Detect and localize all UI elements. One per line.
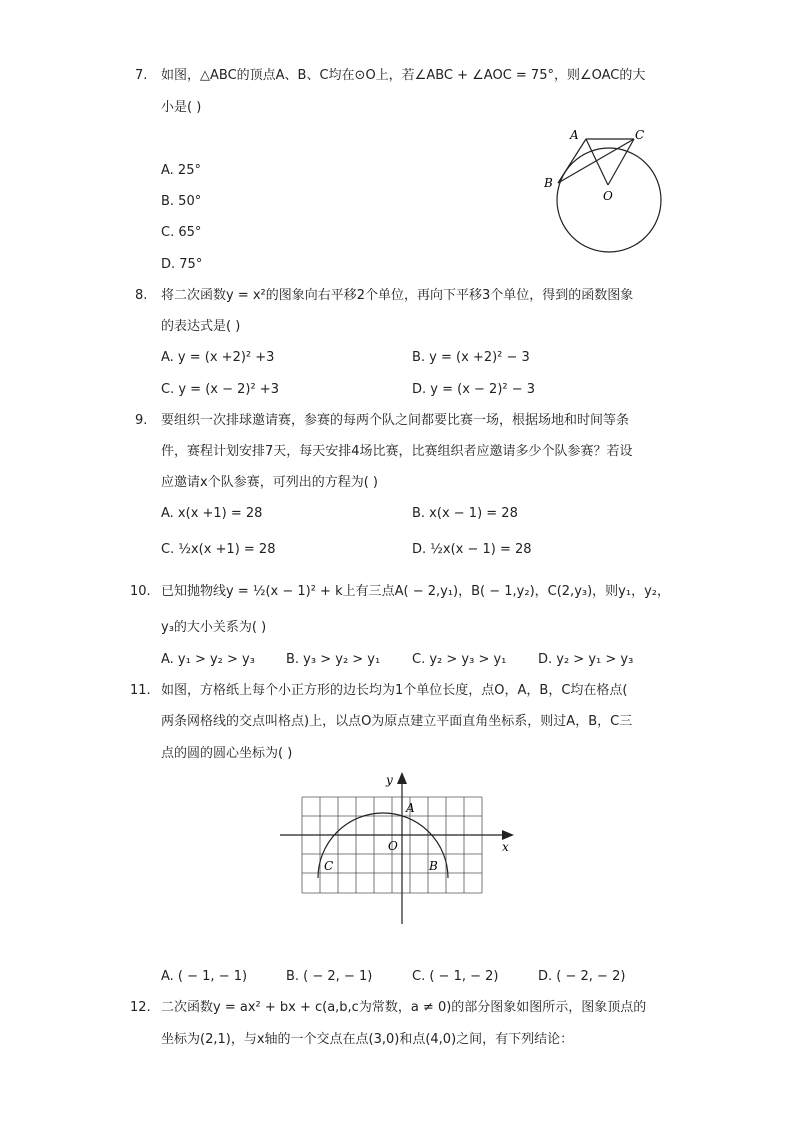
q7-text-line2: 小是( ) <box>161 100 202 115</box>
q11-label-a: A <box>406 801 415 815</box>
q12-text-line1: 二次函数y = ax² + bx + c(a,b,c为常数，a ≠ 0)的部分图象如图所示，图象顶点的 <box>161 1000 647 1015</box>
q9-option-d: D. ½x(x − 1) = 28 <box>412 542 532 557</box>
q7-label-o: O <box>603 189 613 203</box>
q8-text-line2: 的表达式是( ) <box>161 319 241 334</box>
q7-label-b: B <box>544 176 553 190</box>
q8-text-line1: 将二次函数y = x²的图象向右平移2个单位，再向下平移3个单位，得到的函数图象 <box>161 288 634 303</box>
q9-text-line1: 要组织一次排球邀请赛，参赛的每两个队之间都要比赛一场，根据场地和时间等条 <box>161 413 630 428</box>
q7-option-d: D. 75° <box>161 257 203 272</box>
q7-number: 7. <box>135 68 148 83</box>
q11-label-x: x <box>502 840 509 854</box>
q9-option-b: B. x(x − 1) = 28 <box>412 506 518 521</box>
q10-option-c: C. y₂ > y₃ > y₁ <box>412 652 507 667</box>
q12-text-line2: 坐标为(2,1)，与x轴的一个交点在点(3,0)和点(4,0)之间，有下列结论： <box>161 1032 574 1047</box>
q8-option-d: D. y = (x − 2)² − 3 <box>412 382 536 397</box>
q8-option-c: C. y = (x − 2)² +3 <box>161 382 279 397</box>
q10-option-b: B. y₃ > y₂ > y₁ <box>286 652 381 667</box>
q7-label-a: A <box>570 128 579 142</box>
q7-text-line1: 如图，△ABC的顶点A、B、C均在⊙O上，若∠ABC + ∠AOC = 75°，则∠OAC的大 <box>161 68 646 83</box>
q7-circle-figure <box>540 125 670 265</box>
q10-option-d: D. y₂ > y₁ > y₃ <box>538 652 634 667</box>
q11-text-line3: 点的圆的圆心坐标为( ) <box>161 746 293 761</box>
q11-option-a: A. ( − 1, − 1) <box>161 969 248 984</box>
q9-option-c: C. ½x(x +1) = 28 <box>161 542 276 557</box>
q12-number: 12. <box>130 1000 151 1015</box>
q11-grid-figure <box>278 768 518 928</box>
q8-option-b: B. y = (x +2)² − 3 <box>412 350 530 365</box>
q10-number: 10. <box>130 584 151 599</box>
q7-option-c: C. 65° <box>161 225 202 240</box>
q8-number: 8. <box>135 288 148 303</box>
q10-text-line1: 已知抛物线y = ½(x − 1)² + k上有三点A( − 2,y₁)，B( − 1,y₂)，C(2,y₃)，则y₁，y₂， <box>161 584 670 599</box>
q7-option-b: B. 50° <box>161 194 202 209</box>
q8-option-a: A. y = (x +2)² +3 <box>161 350 275 365</box>
q7-segment-ao <box>586 139 608 185</box>
q10-text-line2: y₃的大小关系为( ) <box>161 620 267 635</box>
q9-text-line3: 应邀请x个队参赛，可列出的方程为( ) <box>161 475 378 490</box>
q11-x-axis-arrow <box>502 830 514 840</box>
q11-text-line2: 两条网格线的交点叫格点)上，以点O为原点建立平面直角坐标系，则过A，B，C三 <box>161 714 633 729</box>
q11-option-c: C. ( − 1, − 2) <box>412 969 499 984</box>
q7-option-a: A. 25° <box>161 163 201 178</box>
q11-label-o: O <box>388 839 398 853</box>
q11-label-c: C <box>324 859 334 873</box>
q11-label-y: y <box>386 773 393 787</box>
q11-number: 11. <box>130 683 151 698</box>
q11-label-b: B <box>429 859 438 873</box>
q7-label-c: C <box>635 128 645 142</box>
q11-option-b: B. ( − 2, − 1) <box>286 969 373 984</box>
q7-segment-ab <box>558 139 586 183</box>
q10-option-a: A. y₁ > y₂ > y₃ <box>161 652 255 667</box>
q11-text-line1: 如图，方格纸上每个小正方形的边长均为1个单位长度，点O，A，B，C均在格点( <box>161 683 628 698</box>
q11-option-d: D. ( − 2, − 2) <box>538 969 626 984</box>
q9-text-line2: 件，赛程计划安排7天，每天安排4场比赛，比赛组织者应邀请多少个队参赛？若设 <box>161 444 633 459</box>
q9-number: 9. <box>135 413 148 428</box>
q9-option-a: A. x(x +1) = 28 <box>161 506 263 521</box>
q11-y-axis-arrow <box>397 772 407 784</box>
